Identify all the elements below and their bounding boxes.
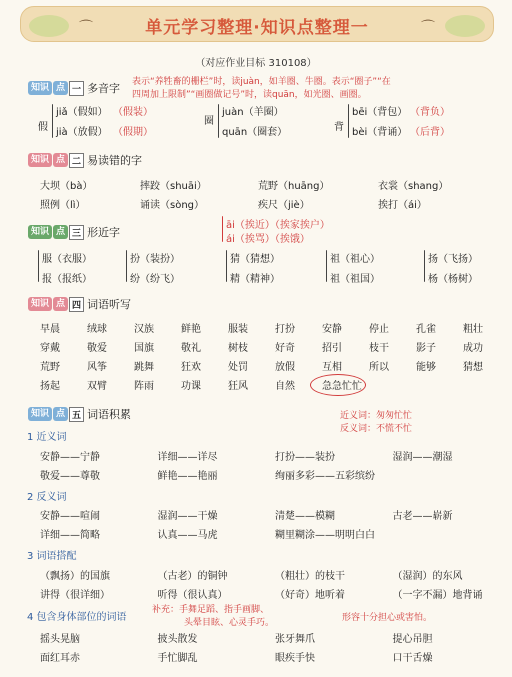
- dictation-word: 穿戴: [40, 343, 60, 354]
- reading-item: 大坝（bà）: [40, 181, 93, 192]
- dictation-word: 功课: [181, 381, 201, 392]
- synonym-list: [40, 448, 510, 486]
- tag-dian: 点: [53, 81, 68, 95]
- dictation-grid: [40, 320, 510, 396]
- dictation-word: 服装: [228, 324, 248, 335]
- dictation-word: 敬爱: [87, 343, 107, 354]
- dictation-word: 枝干: [369, 343, 389, 354]
- brace: [326, 250, 327, 282]
- dictation-word: 早晨: [40, 324, 60, 335]
- collocation: （古老）的铜钟: [157, 571, 228, 582]
- section-number: 一: [69, 81, 84, 96]
- tag-dian: 点: [53, 297, 68, 311]
- collocation: 听得（很认真）: [157, 590, 228, 601]
- annotation-note: 近义词：匆匆忙忙: [340, 411, 413, 421]
- word-pair: 安静——宁静: [40, 452, 100, 463]
- similar-char: 纷（纷飞）: [130, 274, 180, 285]
- reading-note: （后背）: [410, 127, 450, 138]
- dictation-word: [463, 377, 510, 392]
- page-subtitle: （对应作业目标 310108）: [195, 58, 317, 69]
- idiom: 面红耳赤: [40, 653, 80, 664]
- dictation-word: 互相: [322, 362, 342, 373]
- section-title: 词语积累: [87, 408, 132, 421]
- collocation-list: [40, 567, 510, 605]
- word-pair: [393, 467, 511, 482]
- tag-dian: 点: [53, 153, 68, 167]
- word-pair: 清楚——模糊: [275, 511, 335, 522]
- reading-note: （假装）: [113, 107, 153, 118]
- dictation-word: 成功: [463, 343, 483, 354]
- dictation-word: 所以: [369, 362, 389, 373]
- dictation-word: [416, 377, 463, 392]
- dictation-word: 停止: [369, 324, 389, 335]
- word-pair: 认真——马虎: [157, 530, 218, 541]
- brace: [52, 104, 53, 138]
- idiom: 手忙脚乱: [157, 653, 198, 664]
- word-pair: 湿润——潮湿: [392, 452, 453, 463]
- section-title: 多音字: [87, 82, 121, 95]
- similar-char: 祖（祖心）: [330, 254, 380, 265]
- word-pair: 详细——简略: [40, 530, 100, 541]
- reading: jià（放假）: [56, 127, 108, 138]
- brace: [218, 104, 219, 138]
- similar-char: 服（衣服）: [42, 254, 92, 265]
- title-banner: [20, 6, 494, 42]
- dictation-word: 安静: [322, 324, 342, 335]
- reading-item: 挨打（ái）: [378, 200, 427, 211]
- antonym-list: [40, 507, 510, 545]
- idiom: 张牙舞爪: [275, 634, 315, 645]
- word-pair: 详细——详尽: [157, 452, 218, 463]
- collocation: （好奇）地听着: [275, 590, 345, 601]
- polyphone-char: 假: [38, 122, 48, 133]
- reading-note: （假期）: [113, 127, 153, 138]
- tag-dian: 点: [53, 407, 68, 421]
- tag-zhishi: 知识: [28, 297, 52, 311]
- word-pair: 安静——喧闹: [40, 511, 100, 522]
- section-heading-2: [28, 152, 142, 168]
- bird-icon-left: ⌒: [79, 20, 93, 36]
- dictation-word: 自然: [275, 381, 295, 392]
- brace: [222, 216, 223, 242]
- reading: jiǎ（假如）: [56, 107, 108, 118]
- reading-item: 照例（lì）: [40, 200, 86, 211]
- section-heading-3: [28, 224, 120, 240]
- dictation-word: 影子: [416, 343, 436, 354]
- reading-note: ái（挨骂）（挨饿）: [226, 234, 310, 245]
- dictation-word: 汉族: [134, 324, 154, 335]
- annotation-note: 头晕目眩、心灵手巧。: [184, 618, 275, 628]
- collocation: （飘扬）的国旗: [40, 571, 110, 582]
- tag-zhishi: 知识: [28, 81, 52, 95]
- dictation-word: 放假: [275, 362, 295, 373]
- tag-zhishi: 知识: [28, 153, 52, 167]
- dictation-word: 猜想: [463, 362, 483, 373]
- collocation: 讲得（很详细）: [40, 590, 110, 601]
- dictation-word: [369, 377, 416, 392]
- section-heading-4: [28, 296, 131, 312]
- collocation: （一字不漏）地背诵: [392, 590, 483, 601]
- dictation-word: 鲜艳: [181, 324, 201, 335]
- word-pair: [393, 526, 511, 541]
- reading-item: 衣裳（shang）: [378, 181, 449, 192]
- reading: bēi（背包）: [352, 107, 408, 118]
- section-title: 易读错的字: [87, 154, 143, 167]
- dictation-word: 能够: [416, 362, 436, 373]
- tag-zhishi: 知识: [28, 407, 52, 421]
- dictation-word: 树枝: [228, 343, 248, 354]
- dictation-word: 急急忙忙: [322, 381, 362, 392]
- dictation-row: [40, 339, 510, 354]
- tag-dian: 点: [53, 225, 68, 239]
- similar-char: 报（报纸）: [42, 274, 92, 285]
- similar-char: 扬（飞扬）: [428, 254, 478, 265]
- idiom: 披头散发: [157, 634, 198, 645]
- dictation-word: 阵雨: [134, 381, 154, 392]
- word-pair: 绚丽多彩——五彩缤纷: [275, 471, 375, 482]
- dictation-word: 跳舞: [134, 362, 154, 373]
- section-title: 词语听写: [87, 298, 132, 311]
- subsection-heading: 4 包含身体部位的词语: [27, 612, 127, 623]
- dictation-word: 敬礼: [181, 343, 201, 354]
- subsection-heading: 1 近义词: [27, 432, 67, 443]
- similar-char: 猜（猜想）: [230, 254, 280, 265]
- subsection-heading: 3 词语搭配: [27, 551, 77, 562]
- reading: quān（圈套）: [222, 127, 288, 138]
- annotation-note: 反义词：不慌不忙: [340, 424, 413, 434]
- tag-zhishi: 知识: [28, 225, 52, 239]
- dictation-word: 孔雀: [416, 324, 436, 335]
- word-pair: 打扮——装扮: [275, 452, 335, 463]
- dictation-word: 狂欢: [181, 362, 201, 373]
- dictation-row: [40, 358, 510, 373]
- dictation-word: 荒野: [40, 362, 60, 373]
- idiom: 眼疾手快: [275, 653, 315, 664]
- idiom: 提心吊胆: [392, 634, 433, 645]
- similar-char: 扮（装扮）: [130, 254, 180, 265]
- annotation-note: 形容十分担心或害怕。: [342, 613, 433, 623]
- bird-icon-right: ⌒: [421, 20, 435, 36]
- section-number: 四: [69, 297, 84, 312]
- page-title: 单元学习整理·知识点整理一: [145, 18, 369, 38]
- annotation-note: 补充：手舞足蹈、指手画脚、: [152, 605, 270, 615]
- reading-note: （背负）: [410, 107, 450, 118]
- dictation-word: 打扮: [275, 324, 295, 335]
- dictation-word: 处罚: [228, 362, 248, 373]
- dictation-word: 好奇: [275, 343, 295, 354]
- collocation: （湿润）的东风: [392, 571, 463, 582]
- word-pair: 鲜艳——艳丽: [157, 471, 218, 482]
- reading: bèi（背诵）: [352, 127, 408, 138]
- section-heading-5: [28, 406, 131, 422]
- highlight-circle: [310, 374, 366, 396]
- brace: [226, 250, 227, 282]
- dictation-word: 国旗: [134, 343, 154, 354]
- dictation-word: 双臂: [87, 381, 107, 392]
- annotation-note: 四周加上限制”“画圈做记号”时，读quān，如光圈、画圈。: [132, 90, 367, 100]
- dictation-row: [40, 320, 510, 335]
- reading-item: 荒野（huāng）: [258, 181, 330, 192]
- brace: [424, 250, 425, 282]
- idiom: 摇头晃脑: [40, 634, 80, 645]
- brace: [348, 104, 349, 138]
- annotation-note: 表示“养牲畜的栅栏”时，读juàn，如羊圈、牛圈。表示“圈子”“在: [132, 77, 391, 87]
- section-number: 二: [69, 153, 84, 168]
- reading-note: āi（挨近）（挨家挨户）: [226, 220, 330, 231]
- dictation-word: 狂风: [228, 381, 248, 392]
- section-number: 三: [69, 225, 84, 240]
- word-pair: 糊里糊涂——明明白白: [275, 530, 375, 541]
- similar-char: 杨（杨树）: [428, 274, 478, 285]
- idiom: 口干舌燥: [392, 653, 433, 664]
- similar-char: 精（精神）: [230, 274, 280, 285]
- section-number: 五: [69, 407, 84, 422]
- dictation-row: [40, 377, 510, 392]
- polyphone-char: 圈: [204, 116, 214, 127]
- body-idiom-list: [40, 630, 510, 668]
- brace: [38, 250, 39, 282]
- reading: juàn（羊圈）: [222, 107, 284, 118]
- polyphone-char: 背: [334, 122, 344, 133]
- dictation-word: 招引: [322, 343, 342, 354]
- dictation-word: 风筝: [87, 362, 107, 373]
- word-pair: 湿润——干燥: [157, 511, 218, 522]
- dictation-word: 扬起: [40, 381, 60, 392]
- brace: [126, 250, 127, 282]
- word-pair: 敬爱——尊敬: [40, 471, 100, 482]
- section-heading-1: [28, 80, 120, 96]
- reading-item: 疾尺（jiè）: [258, 200, 310, 211]
- reading-item: 诵读（sòng）: [140, 200, 205, 211]
- dictation-word: 绒球: [87, 324, 107, 335]
- reading-item: 摔跤（shuāi）: [140, 181, 207, 192]
- dictation-word: 粗壮: [463, 324, 483, 335]
- subsection-heading: 2 反义词: [27, 492, 67, 503]
- similar-char: 祖（祖国）: [330, 274, 380, 285]
- collocation: （粗壮）的枝干: [275, 571, 345, 582]
- word-pair: 古老——崭新: [392, 511, 453, 522]
- section-title: 形近字: [87, 226, 121, 239]
